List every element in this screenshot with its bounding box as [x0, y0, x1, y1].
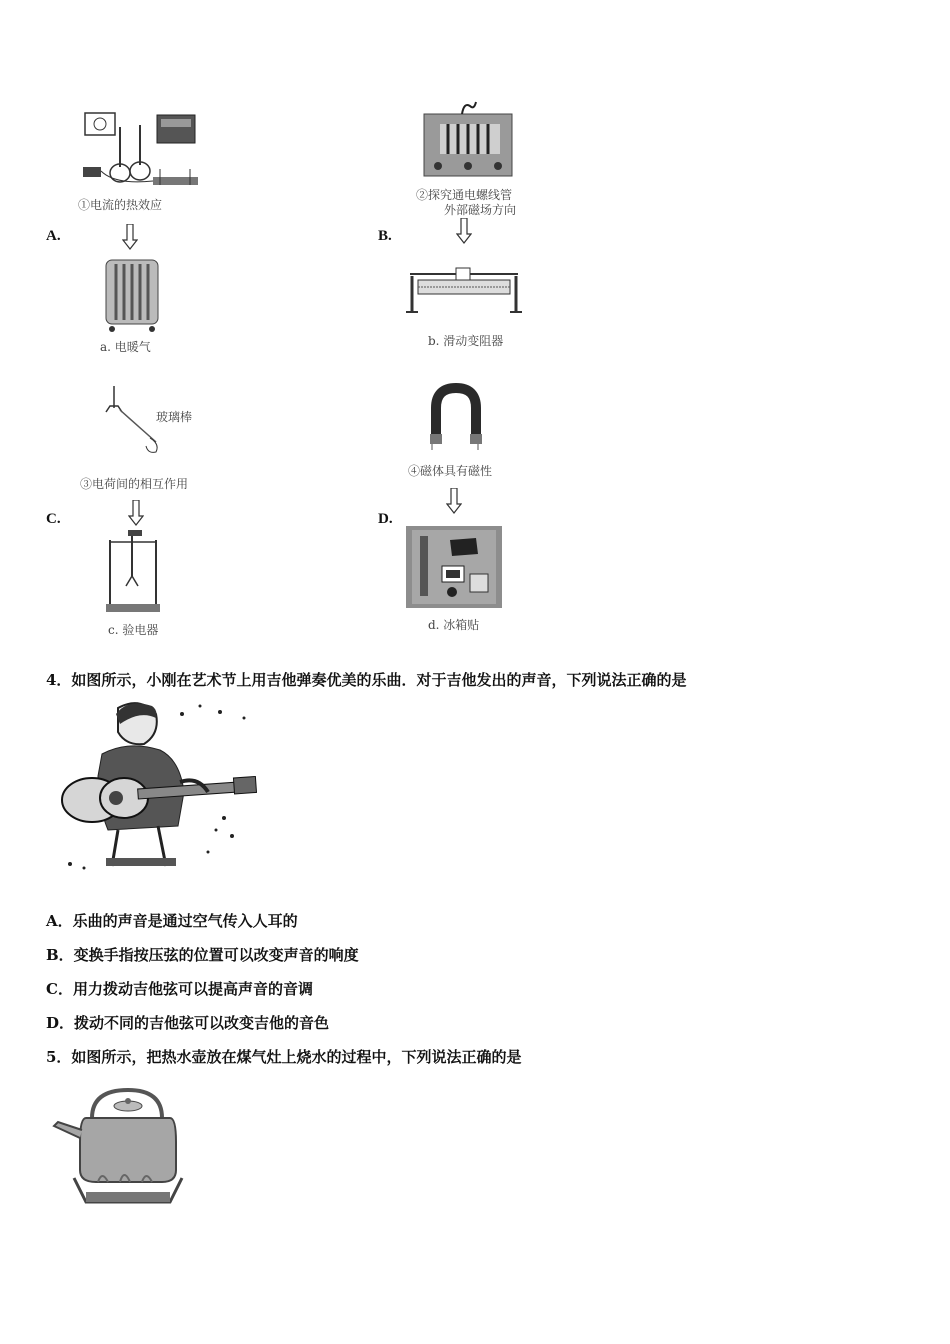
- option-a-bottom-caption: a. 电暖气: [100, 340, 151, 354]
- option-c-figure: [78, 380, 218, 638]
- down-arrow-icon: [128, 500, 144, 526]
- option-d-figure: [400, 380, 540, 638]
- option-c-label: C.: [46, 511, 61, 527]
- question-4-stem: 4．如图所示，小刚在艺术节上用吉他弹奏优美的乐曲．对于吉他发出的声音，下列说法正确的是: [46, 671, 687, 689]
- question-4-option-b: B．变换手指按压弦的位置可以改变声音的响度: [46, 946, 359, 964]
- option-d-top-caption: ④磁体具有磁性: [408, 464, 493, 478]
- question-4-option-a: A．乐曲的声音是通过空气传入人耳的: [46, 912, 298, 930]
- sliding-rheostat-image: [404, 266, 524, 318]
- option-d-label: D.: [378, 511, 393, 527]
- glass-rod-label: 玻璃棒: [156, 410, 193, 424]
- solenoid-experiment-image: [418, 100, 518, 180]
- fridge-magnet-image: [406, 526, 502, 608]
- option-a-label: A.: [46, 228, 61, 244]
- option-b-bottom-caption: b. 滑动变阻器: [428, 334, 504, 348]
- option-b-label: B.: [378, 228, 392, 244]
- option-c-top-caption: ③电荷间的相互作用: [80, 477, 189, 491]
- guitar-player-image: [48, 696, 262, 876]
- question-4-option-d: D．拨动不同的吉他弦可以改变吉他的音色: [46, 1014, 330, 1032]
- kettle-on-stove-image: [50, 1082, 190, 1208]
- horseshoe-magnet-image: [426, 382, 486, 450]
- charged-rods-image: [80, 384, 160, 456]
- down-arrow-icon: [122, 224, 138, 250]
- option-b-top-caption-line1: ②探究通电螺线管: [416, 188, 513, 202]
- question-5-stem: 5．如图所示，把热水壶放在煤气灶上烧水的过程中，下列说法正确的是: [46, 1048, 522, 1066]
- down-arrow-icon: [446, 488, 462, 514]
- option-b-figure: [400, 100, 540, 355]
- electroscope-image: [102, 530, 162, 614]
- option-a-top-caption: ①电流的热效应: [78, 198, 163, 212]
- question-4-option-c: C．用力拨动吉他弦可以提高声音的音调: [46, 980, 313, 998]
- option-d-bottom-caption: d. 冰箱贴: [428, 618, 480, 632]
- option-a-figure: [70, 102, 210, 357]
- option-c-bottom-caption: c. 验电器: [108, 623, 159, 637]
- option-b-top-caption-line2: 外部磁场方向: [444, 203, 517, 217]
- electric-heater-image: [102, 256, 162, 334]
- heating-effect-experiment-image: [75, 107, 205, 195]
- down-arrow-icon: [456, 218, 472, 244]
